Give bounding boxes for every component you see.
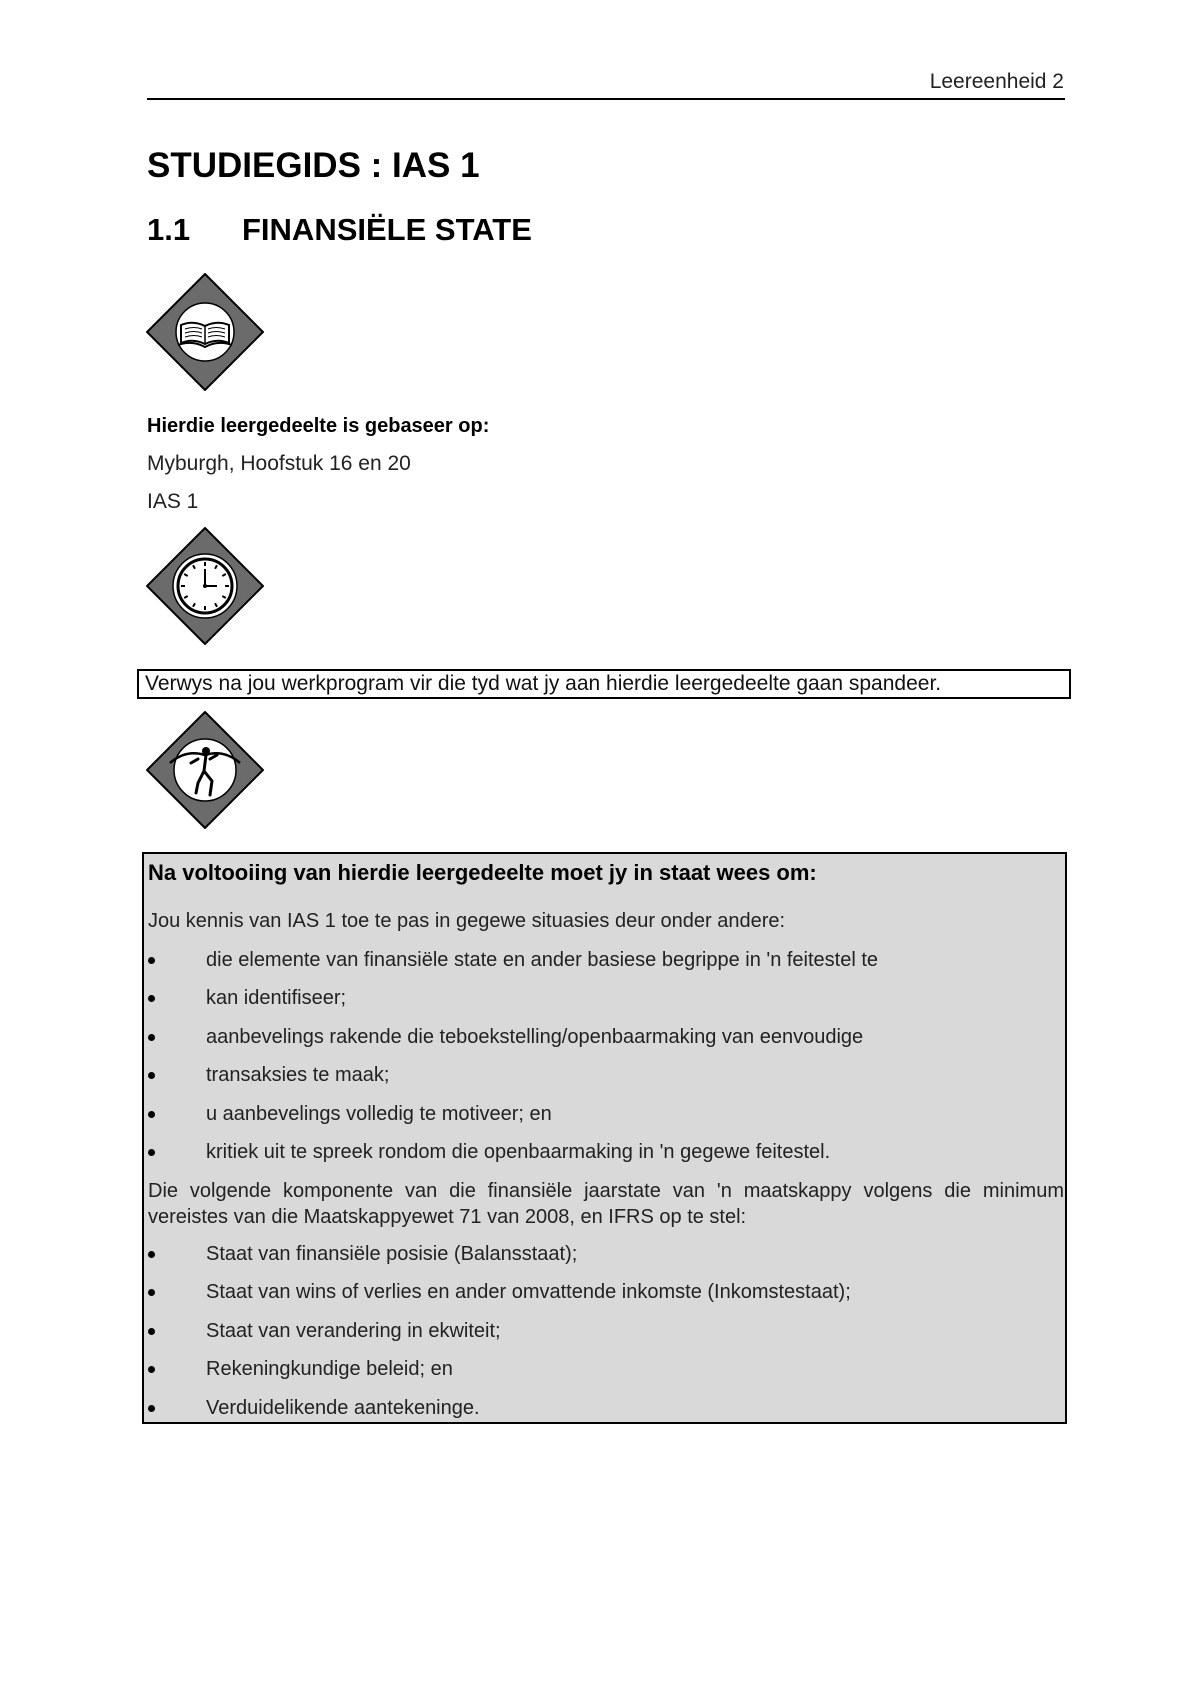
book-icon — [146, 273, 264, 391]
components-paragraph: Die volgende komponente van die finansiële jaarstate van 'n maatskappy volgens die minimum vereistes van die Maatskappyewet 71 van 2008, en IFRS op te stel: — [148, 1180, 1064, 1228]
bullet-icon — [148, 1072, 155, 1079]
time-reference-note: Verwys na jou werkprogram vir die tyd wat jy aan hierdie leergedeelte gaan spandeer. — [137, 669, 1071, 699]
section-heading — [147, 212, 532, 248]
runner-icon — [146, 711, 264, 829]
bullet-icon — [148, 1034, 155, 1041]
list-item: Staat van wins of verlies en ander omvattende inkomste (Inkomstestaat); — [144, 1280, 1065, 1318]
clock-icon — [146, 527, 264, 645]
list-item: Staat van verandering in ekwiteit; — [144, 1319, 1065, 1357]
bullet-icon — [148, 1251, 155, 1258]
components-list — [144, 1242, 1065, 1434]
list-item: aanbevelings rakende die teboekstelling/openbaarmaking van eenvoudige — [144, 1025, 1065, 1063]
outcomes-heading: Na voltooiing van hierdie leergedeelte moet jy in staat wees om: — [148, 860, 817, 885]
bullet-icon — [148, 1328, 155, 1335]
list-item: kritiek uit te spreek rondom die openbaarmaking in 'n gegewe feitestel. — [144, 1140, 1065, 1178]
list-item: die elemente van finansiële state en ander basiese begrippe in 'n feitestel te — [144, 948, 1065, 986]
bullet-icon — [148, 957, 155, 964]
list-item: u aanbevelings volledig te motiveer; en — [144, 1102, 1065, 1140]
bullet-icon — [148, 1366, 155, 1373]
source-line: Myburgh, Hoofstuk 16 en 20 — [147, 452, 411, 475]
learning-outcomes-box — [142, 852, 1067, 1424]
list-item: kan identifiseer; — [144, 986, 1065, 1024]
bullet-icon — [148, 1289, 155, 1296]
outcomes-list — [144, 948, 1065, 1178]
list-item: transaksies te maak; — [144, 1063, 1065, 1101]
list-item: Rekeningkundige beleid; en — [144, 1357, 1065, 1395]
based-on-label: Hierdie leergedeelte is gebaseer op: — [147, 415, 490, 437]
unit-label: Leereenheid 2 — [929, 70, 1064, 93]
page-title: STUDIEGIDS : IAS 1 — [147, 146, 480, 185]
bullet-icon — [148, 995, 155, 1002]
bullet-icon — [148, 1149, 155, 1156]
section-title: FINANSIËLE STATE — [242, 212, 532, 247]
source-line: IAS 1 — [147, 490, 199, 513]
outcomes-intro: Jou kennis van IAS 1 toe te pas in gegewe situasies deur onder andere: — [148, 910, 786, 932]
bullet-icon — [148, 1111, 155, 1118]
header-rule — [147, 98, 1065, 100]
list-item: Verduidelikende aantekeninge. — [144, 1396, 1065, 1434]
section-number: 1.1 — [147, 212, 191, 247]
bullet-icon — [148, 1405, 155, 1412]
list-item: Staat van finansiële posisie (Balansstaat); — [144, 1242, 1065, 1280]
